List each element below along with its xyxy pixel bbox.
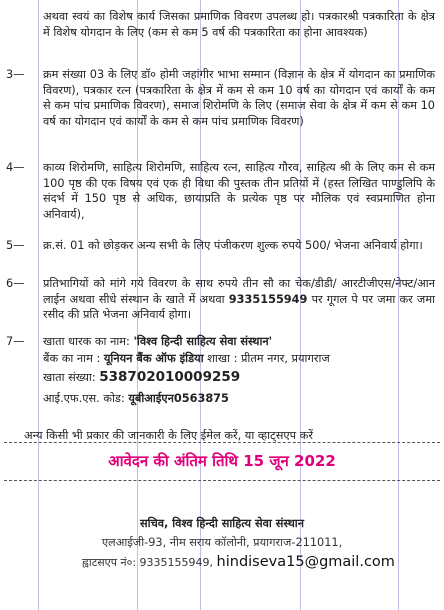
item-number: 7—	[6, 335, 25, 348]
ifsc-line	[43, 391, 435, 407]
item-number: 4—	[6, 161, 25, 174]
holder-label: खाता धारक का नाम:	[43, 335, 130, 348]
bank-holder-line	[43, 334, 435, 350]
item-number: 5—	[6, 239, 25, 252]
holder-value: 'विश्व हिन्दी साहित्य सेवा संस्थान'	[133, 335, 273, 348]
divider-top	[4, 442, 440, 443]
whatsapp-number: 9335155949,	[139, 556, 214, 569]
signatory: सचिव, विश्व हिन्दी साहित्य सेवा संस्थान	[140, 517, 304, 530]
branch: शाखा : प्रीतम नगर, प्रयागराज	[207, 352, 330, 365]
ifsc-value: यूबीआईएन0563875	[128, 392, 229, 405]
item-5-text: क्र.सं. 01 को छोड़कर अन्य सभी के लिए पंजीकरण शुल्क रुपये 500/ भेजना अनिवार्य होगा।	[43, 239, 423, 252]
account-value: 538702010009259	[99, 369, 241, 385]
bank-value: यूनियन बैंक ऑफ इंडिया	[103, 352, 204, 365]
address: एलआईजी-93, नीम सराय कॉलोनी, प्रयागराज-211011,	[101, 536, 343, 549]
item-6-text-after: पर गूगल पे पर जमा कर जमा रसीद की प्रति भेजना अनिवार्य होगा।	[43, 292, 435, 322]
bank-label: बैंक का नाम :	[43, 352, 101, 365]
divider-bottom	[4, 480, 440, 481]
contact-note: अन्य किसी भी प्रकार की जानकारी के लिए ईमेल करें, या व्हाट्सएप करें	[24, 429, 313, 442]
intro-paragraph: अथवा स्वयं का विशेष कार्य जिसका प्रमाणिक विवरण उपलब्ध हो। पत्रकारश्री पत्रकारिता के क्षेत्र में विशेष योगदान के लिए (कम से कम 5 वर्ष की पत्रकारिता का होना आवश्यक)	[43, 10, 435, 39]
item-6-text	[43, 276, 435, 323]
email-link[interactable]: hindiseva15@gmail.com	[216, 554, 395, 570]
whatsapp-label: ह्वाटसएप नं०:	[82, 556, 137, 569]
account-line	[43, 370, 435, 386]
item-6-text-before: प्रतिभागियों को मांगे गये विवरण के साथ रुपये तीन सौ का चेक/डीडी/ आरटीजीएस/नेफ्ट/आन लाईन अथवा सीधे संस्थान के खाते में अथवा	[43, 277, 435, 306]
ifsc-label: आई.एफ.एस. कोड:	[43, 392, 125, 405]
item-number: 3—	[6, 68, 25, 81]
item-number: 6—	[6, 277, 25, 290]
contact-line	[82, 554, 395, 570]
deadline-banner: आवेदन की अंतिम तिथि 15 जून 2022	[108, 452, 336, 470]
item-3-text: क्रम संख्या 03 के लिए डॉ० होमी जहांगीर भाभा सम्मान (विज्ञान के क्षेत्र में योगदान का प्रमाणिक विवरण), पत्रकार रत्न (पत्रकारिता के क्षेत्र में कम से कम 10 वर्ष का योगदान एवं कार्यों के कम से कम पांच प्रमाणिक विवरण), समाज शिरोमणि के लिए (समाज सेवा के क्षेत्र में कम से कम 10 वर्ष का योगदान एवं कार्यों के कम से कम पांच प्रमाणिक विवरण)	[43, 68, 435, 129]
item-4-text: काव्य शिरोमणि, साहित्य शिरोमणि, साहित्य रत्न, साहित्य गौरव, साहित्य श्री के लिए कम से कम 100 पृष्ठ की एक विषय एवं एक ही विधा की पुस्तक तीन प्रतियों में (हस्त लिखित पाण्डुलिपि के संदर्भ में 150 पृष्ठ से अधिक, छायाप्रति के प्रत्येक पृष्ठ पर मौलिक एवं स्वप्रमाणित होना अनिवार्य),	[43, 161, 435, 222]
bank-name-line	[43, 351, 435, 367]
account-label: खाता संख्या:	[43, 371, 96, 384]
phone-number: 9335155949	[228, 292, 308, 306]
